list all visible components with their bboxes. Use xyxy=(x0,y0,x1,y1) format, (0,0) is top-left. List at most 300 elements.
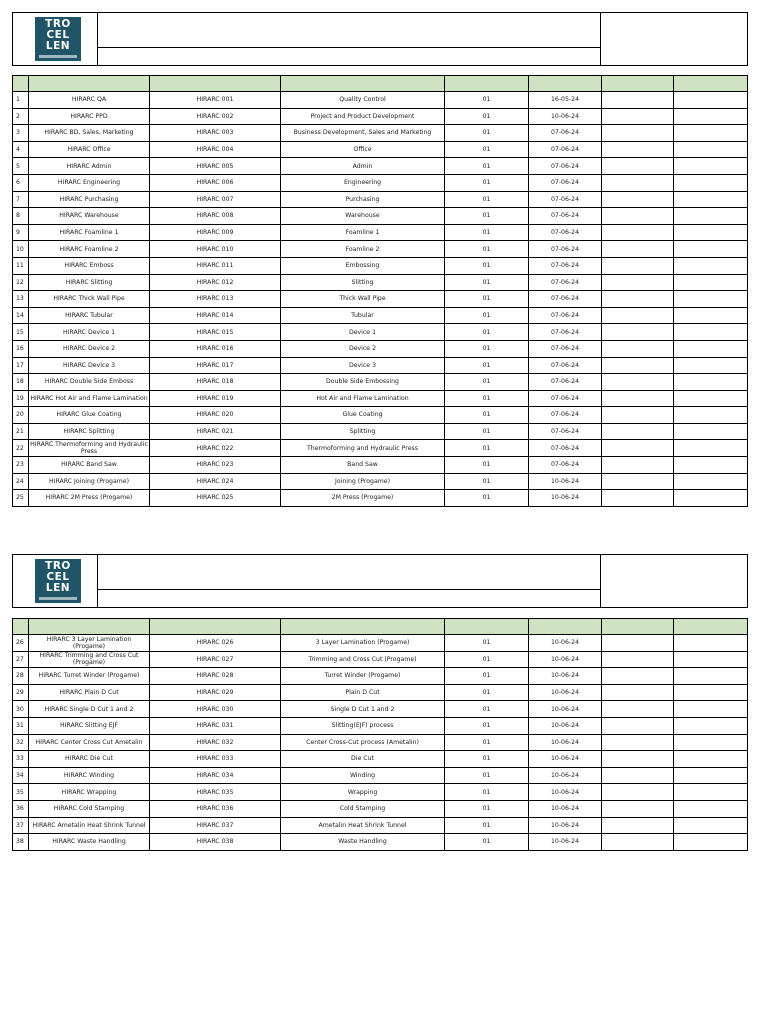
hirarc-title: HIRARC Hot Air and Flame Lamination xyxy=(29,390,150,407)
extra-cell xyxy=(674,307,748,324)
date: 07-06-24 xyxy=(529,191,602,208)
extra-cell xyxy=(602,174,674,191)
revision: 01 xyxy=(445,374,529,391)
document-number: HIRARC 018 xyxy=(150,374,281,391)
row-number: 34 xyxy=(13,767,29,784)
document-number: HIRARC 032 xyxy=(150,734,281,751)
hirarc-title: HIRARC Single D Cut 1 and 2 xyxy=(29,701,150,718)
table-row xyxy=(13,668,748,685)
extra-cell xyxy=(602,767,674,784)
document-number: HIRARC 008 xyxy=(150,208,281,225)
revision: 01 xyxy=(445,668,529,685)
extra-cell xyxy=(674,390,748,407)
hirarc-title: HIRARC Turret Winder (Progame) xyxy=(29,668,150,685)
row-number: 10 xyxy=(13,241,29,258)
revision: 01 xyxy=(445,651,529,668)
hirarc-title: HIRARC Purchasing xyxy=(29,191,150,208)
logo-text: TRO CEL LEN xyxy=(45,18,71,52)
process-area: Engineering xyxy=(281,174,445,191)
process-area: Device 1 xyxy=(281,324,445,341)
table-row xyxy=(13,457,748,474)
extra-cell xyxy=(674,734,748,751)
process-area: 2M Press (Progame) xyxy=(281,490,445,507)
row-number: 21 xyxy=(13,423,29,440)
hirarc-title: HIRARC Device 2 xyxy=(29,340,150,357)
revision: 01 xyxy=(445,241,529,258)
extra-cell xyxy=(674,784,748,801)
revision: 01 xyxy=(445,208,529,225)
table-row xyxy=(13,651,748,668)
extra-cell xyxy=(602,701,674,718)
revision: 01 xyxy=(445,407,529,424)
process-area: Cold Stamping xyxy=(281,800,445,817)
document-number: HIRARC 019 xyxy=(150,390,281,407)
row-number: 12 xyxy=(13,274,29,291)
date: 07-06-24 xyxy=(529,241,602,258)
document-number: HIRARC 024 xyxy=(150,473,281,490)
logo-strip xyxy=(39,55,77,58)
revision: 01 xyxy=(445,108,529,125)
page-header-2 xyxy=(12,554,748,608)
row-number: 38 xyxy=(13,834,29,851)
document-number: HIRARC 011 xyxy=(150,257,281,274)
revision: 01 xyxy=(445,224,529,241)
revision: 01 xyxy=(445,274,529,291)
hirarc-title: HIRARC Slitting EJF xyxy=(29,717,150,734)
hirarc-title: HIRARC Splitting xyxy=(29,423,150,440)
hirarc-title: HIRARC Device 1 xyxy=(29,324,150,341)
extra-cell xyxy=(602,734,674,751)
table-row xyxy=(13,125,748,142)
revision: 01 xyxy=(445,191,529,208)
table-row xyxy=(13,374,748,391)
date: 07-06-24 xyxy=(529,374,602,391)
row-number: 9 xyxy=(13,224,29,241)
process-area: Purchasing xyxy=(281,191,445,208)
extra-cell xyxy=(674,457,748,474)
process-area: Device 3 xyxy=(281,357,445,374)
extra-cell xyxy=(602,125,674,142)
hirarc-title: HIRARC Foamline 2 xyxy=(29,241,150,258)
document-number: HIRARC 021 xyxy=(150,423,281,440)
hirarc-title: HIRARC Tubular xyxy=(29,307,150,324)
revision: 01 xyxy=(445,141,529,158)
extra-cell xyxy=(602,800,674,817)
process-area: Business Development, Sales and Marketing xyxy=(281,125,445,142)
table-row xyxy=(13,257,748,274)
extra-cell xyxy=(674,440,748,457)
document-number: HIRARC 026 xyxy=(150,635,281,652)
register-table-1 xyxy=(12,75,748,507)
hirarc-title: HIRARC Foamline 1 xyxy=(29,224,150,241)
hirarc-title: HIRARC Glue Coating xyxy=(29,407,150,424)
extra-cell xyxy=(674,651,748,668)
document-number: HIRARC 010 xyxy=(150,241,281,258)
date: 07-06-24 xyxy=(529,324,602,341)
table-row xyxy=(13,440,748,457)
date: 07-06-24 xyxy=(529,158,602,175)
row-number: 15 xyxy=(13,324,29,341)
revision: 01 xyxy=(445,291,529,308)
extra-cell xyxy=(602,751,674,768)
process-area: Warehouse xyxy=(281,208,445,225)
extra-cell xyxy=(674,324,748,341)
document-number: HIRARC 013 xyxy=(150,291,281,308)
date: 10-06-24 xyxy=(529,834,602,851)
date: 10-06-24 xyxy=(529,817,602,834)
revision: 01 xyxy=(445,751,529,768)
table-row xyxy=(13,141,748,158)
date: 07-06-24 xyxy=(529,423,602,440)
revision: 01 xyxy=(445,340,529,357)
extra-cell xyxy=(674,158,748,175)
extra-cell xyxy=(674,141,748,158)
date: 10-06-24 xyxy=(529,651,602,668)
hirarc-title: HIRARC Thermoforming and Hydraulic Press xyxy=(30,441,148,456)
extra-cell xyxy=(602,490,674,507)
table-row xyxy=(13,390,748,407)
process-area: Winding xyxy=(281,767,445,784)
extra-cell xyxy=(674,490,748,507)
table-row xyxy=(13,291,748,308)
row-number: 28 xyxy=(13,668,29,685)
table-row xyxy=(13,834,748,851)
date: 07-06-24 xyxy=(529,390,602,407)
process-area: Turret Winder (Progame) xyxy=(281,668,445,685)
extra-cell xyxy=(602,340,674,357)
document-number: HIRARC 007 xyxy=(150,191,281,208)
hirarc-title: HIRARC Thick Wall Pipe xyxy=(29,291,150,308)
extra-cell xyxy=(674,751,748,768)
extra-cell xyxy=(602,651,674,668)
process-area: Trimming and Cross Cut (Progame) xyxy=(281,651,445,668)
extra-cell xyxy=(674,701,748,718)
process-area: Joining (Progame) xyxy=(281,473,445,490)
revision: 01 xyxy=(445,817,529,834)
date: 07-06-24 xyxy=(529,174,602,191)
document-number: HIRARC 001 xyxy=(150,92,281,109)
header-divider xyxy=(97,589,601,590)
date: 16-05-24 xyxy=(529,92,602,109)
document-number: HIRARC 004 xyxy=(150,141,281,158)
row-number: 25 xyxy=(13,490,29,507)
date: 07-06-24 xyxy=(529,340,602,357)
row-number: 20 xyxy=(13,407,29,424)
document-number: HIRARC 036 xyxy=(150,800,281,817)
table-row xyxy=(13,800,748,817)
document-number: HIRARC 017 xyxy=(150,357,281,374)
extra-cell xyxy=(602,390,674,407)
table-row xyxy=(13,701,748,718)
extra-cell xyxy=(602,108,674,125)
table-row xyxy=(13,307,748,324)
extra-cell xyxy=(602,208,674,225)
document-number: HIRARC 037 xyxy=(150,817,281,834)
process-area: Glue Coating xyxy=(281,407,445,424)
table-row xyxy=(13,174,748,191)
document-number: HIRARC 028 xyxy=(150,668,281,685)
document-number: HIRARC 003 xyxy=(150,125,281,142)
date: 07-06-24 xyxy=(529,125,602,142)
process-area: Double Side Embossing xyxy=(281,374,445,391)
extra-cell xyxy=(602,668,674,685)
revision: 01 xyxy=(445,257,529,274)
register-table-2 xyxy=(12,618,748,851)
process-area: Ametalin Heat Shrink Tunnel xyxy=(281,817,445,834)
revision: 01 xyxy=(445,357,529,374)
row-number: 5 xyxy=(13,158,29,175)
document-number: HIRARC 027 xyxy=(150,651,281,668)
row-number: 30 xyxy=(13,701,29,718)
process-area: Quality Control xyxy=(281,92,445,109)
table-row xyxy=(13,208,748,225)
hirarc-title: HIRARC Emboss xyxy=(29,257,150,274)
table-row xyxy=(13,241,748,258)
table-row xyxy=(13,274,748,291)
date: 10-06-24 xyxy=(529,717,602,734)
table-row xyxy=(13,717,748,734)
process-area: Center Cross-Cut process (Ametalin) xyxy=(281,734,445,751)
row-number: 8 xyxy=(13,208,29,225)
table-row xyxy=(13,340,748,357)
extra-cell xyxy=(674,108,748,125)
row-number: 32 xyxy=(13,734,29,751)
row-number: 3 xyxy=(13,125,29,142)
row-number: 31 xyxy=(13,717,29,734)
date: 10-06-24 xyxy=(529,684,602,701)
row-number: 37 xyxy=(13,817,29,834)
document-number: HIRARC 022 xyxy=(150,440,281,457)
row-number: 18 xyxy=(13,374,29,391)
process-area: Waste Handling xyxy=(281,834,445,851)
table-row xyxy=(13,224,748,241)
revision: 01 xyxy=(445,92,529,109)
date: 10-06-24 xyxy=(529,784,602,801)
hirarc-title: HIRARC PPD xyxy=(29,108,150,125)
row-number: 35 xyxy=(13,784,29,801)
hirarc-title: HIRARC Plain D Cut xyxy=(29,684,150,701)
date: 10-06-24 xyxy=(529,490,602,507)
row-number: 16 xyxy=(13,340,29,357)
row-number: 27 xyxy=(13,651,29,668)
revision: 01 xyxy=(445,174,529,191)
revision: 01 xyxy=(445,423,529,440)
extra-cell xyxy=(602,423,674,440)
revision: 01 xyxy=(445,324,529,341)
revision: 01 xyxy=(445,684,529,701)
extra-cell xyxy=(674,257,748,274)
extra-cell xyxy=(674,241,748,258)
document-number: HIRARC 023 xyxy=(150,457,281,474)
extra-cell xyxy=(674,357,748,374)
revision: 01 xyxy=(445,734,529,751)
process-area: Plain D Cut xyxy=(281,684,445,701)
hirarc-title: HIRARC Waste Handling xyxy=(29,834,150,851)
table-row xyxy=(13,473,748,490)
logo-cell xyxy=(13,13,98,65)
extra-cell xyxy=(674,291,748,308)
document-number: HIRARC 034 xyxy=(150,767,281,784)
company-logo xyxy=(35,559,81,603)
row-number: 1 xyxy=(13,92,29,109)
table-row xyxy=(13,407,748,424)
hirarc-title: HIRARC Trimming and Cross Cut (Progame) xyxy=(29,651,150,668)
date: 10-06-24 xyxy=(529,734,602,751)
table-row xyxy=(13,108,748,125)
extra-cell xyxy=(602,241,674,258)
hirarc-title: HIRARC Die Cut xyxy=(29,751,150,768)
table-row xyxy=(13,324,748,341)
extra-cell xyxy=(602,635,674,652)
date: 10-06-24 xyxy=(529,635,602,652)
document-number: HIRARC 002 xyxy=(150,108,281,125)
extra-cell xyxy=(602,257,674,274)
row-number: 4 xyxy=(13,141,29,158)
document-number: HIRARC 025 xyxy=(150,490,281,507)
process-area: Foamline 1 xyxy=(281,224,445,241)
table-row xyxy=(13,158,748,175)
revision: 01 xyxy=(445,767,529,784)
extra-cell xyxy=(602,92,674,109)
hirarc-title: HIRARC Admin xyxy=(29,158,150,175)
extra-cell xyxy=(602,357,674,374)
extra-cell xyxy=(602,784,674,801)
process-area: Project and Product Development xyxy=(281,108,445,125)
document-number: HIRARC 033 xyxy=(150,751,281,768)
hirarc-title: HIRARC Joining (Progame) xyxy=(29,473,150,490)
extra-cell xyxy=(674,208,748,225)
extra-cell xyxy=(674,407,748,424)
extra-cell xyxy=(674,174,748,191)
process-area: Thermoforming and Hydraulic Press xyxy=(281,440,445,457)
document-number: HIRARC 014 xyxy=(150,307,281,324)
document-number: HIRARC 012 xyxy=(150,274,281,291)
header-divider xyxy=(97,47,601,48)
row-number: 17 xyxy=(13,357,29,374)
date: 07-06-24 xyxy=(529,141,602,158)
extra-cell xyxy=(602,158,674,175)
extra-cell xyxy=(602,374,674,391)
table-row xyxy=(13,734,748,751)
table-row xyxy=(13,684,748,701)
page-header-1 xyxy=(12,12,748,66)
extra-cell xyxy=(602,224,674,241)
extra-cell xyxy=(674,191,748,208)
table-row xyxy=(13,784,748,801)
company-logo xyxy=(35,17,81,61)
extra-cell xyxy=(674,717,748,734)
hirarc-title: HIRARC Wrapping xyxy=(29,784,150,801)
hirarc-title: HIRARC Engineering xyxy=(29,174,150,191)
extra-cell xyxy=(602,684,674,701)
process-area: Embossing xyxy=(281,257,445,274)
date: 07-06-24 xyxy=(529,457,602,474)
hirarc-title: HIRARC Winding xyxy=(29,767,150,784)
process-area: Hot Air and Flame Lamination xyxy=(281,390,445,407)
logo-text: TRO CEL LEN xyxy=(45,560,71,594)
row-number: 19 xyxy=(13,390,29,407)
row-number: 6 xyxy=(13,174,29,191)
table-header-row xyxy=(13,619,748,635)
hirarc-title: HIRARC QA xyxy=(29,92,150,109)
row-number: 29 xyxy=(13,684,29,701)
extra-cell xyxy=(602,324,674,341)
revision: 01 xyxy=(445,635,529,652)
row-number: 23 xyxy=(13,457,29,474)
date: 07-06-24 xyxy=(529,291,602,308)
extra-cell xyxy=(602,834,674,851)
extra-cell xyxy=(674,274,748,291)
table-row xyxy=(13,635,748,652)
hirarc-title: HIRARC Center Cross Cut Ametalin xyxy=(29,734,150,751)
row-number: 24 xyxy=(13,473,29,490)
date: 10-06-24 xyxy=(529,473,602,490)
process-area: Slitting(EJF) process xyxy=(281,717,445,734)
process-area: Office xyxy=(281,141,445,158)
table-row xyxy=(13,490,748,507)
extra-cell xyxy=(674,817,748,834)
revision: 01 xyxy=(445,307,529,324)
revision: 01 xyxy=(445,701,529,718)
document-number: HIRARC 016 xyxy=(150,340,281,357)
hirarc-title: HIRARC Double Side Emboss xyxy=(29,374,150,391)
process-area: Wrapping xyxy=(281,784,445,801)
extra-cell xyxy=(602,817,674,834)
row-number: 13 xyxy=(13,291,29,308)
row-number: 7 xyxy=(13,191,29,208)
hirarc-title: HIRARC Warehouse xyxy=(29,208,150,225)
revision: 01 xyxy=(445,834,529,851)
process-area: Band Saw xyxy=(281,457,445,474)
extra-cell xyxy=(674,423,748,440)
extra-cell xyxy=(602,307,674,324)
document-number: HIRARC 029 xyxy=(150,684,281,701)
date: 07-06-24 xyxy=(529,357,602,374)
revision: 01 xyxy=(445,390,529,407)
hirarc-title: HIRARC Band Saw xyxy=(29,457,150,474)
document-number: HIRARC 031 xyxy=(150,717,281,734)
row-number: 11 xyxy=(13,257,29,274)
document-number: HIRARC 030 xyxy=(150,701,281,718)
revision: 01 xyxy=(445,490,529,507)
revision: 01 xyxy=(445,440,529,457)
hirarc-title: HIRARC Cold Stamping xyxy=(29,800,150,817)
revision: 01 xyxy=(445,457,529,474)
hirarc-title: HIRARC Device 3 xyxy=(29,357,150,374)
extra-cell xyxy=(602,407,674,424)
process-area: Admin xyxy=(281,158,445,175)
process-area: Thick Wall Pipe xyxy=(281,291,445,308)
header-right-cell xyxy=(600,13,747,65)
row-number: 36 xyxy=(13,800,29,817)
date: 10-06-24 xyxy=(529,800,602,817)
extra-cell xyxy=(674,668,748,685)
extra-cell xyxy=(674,92,748,109)
table-row xyxy=(13,357,748,374)
document-number: HIRARC 035 xyxy=(150,784,281,801)
extra-cell xyxy=(674,125,748,142)
header-right-cell xyxy=(600,555,747,607)
extra-cell xyxy=(602,457,674,474)
process-area: Slitting xyxy=(281,274,445,291)
process-area: Die Cut xyxy=(281,751,445,768)
extra-cell xyxy=(674,684,748,701)
extra-cell xyxy=(602,291,674,308)
revision: 01 xyxy=(445,158,529,175)
date: 07-06-24 xyxy=(529,440,602,457)
revision: 01 xyxy=(445,473,529,490)
table-row xyxy=(13,817,748,834)
